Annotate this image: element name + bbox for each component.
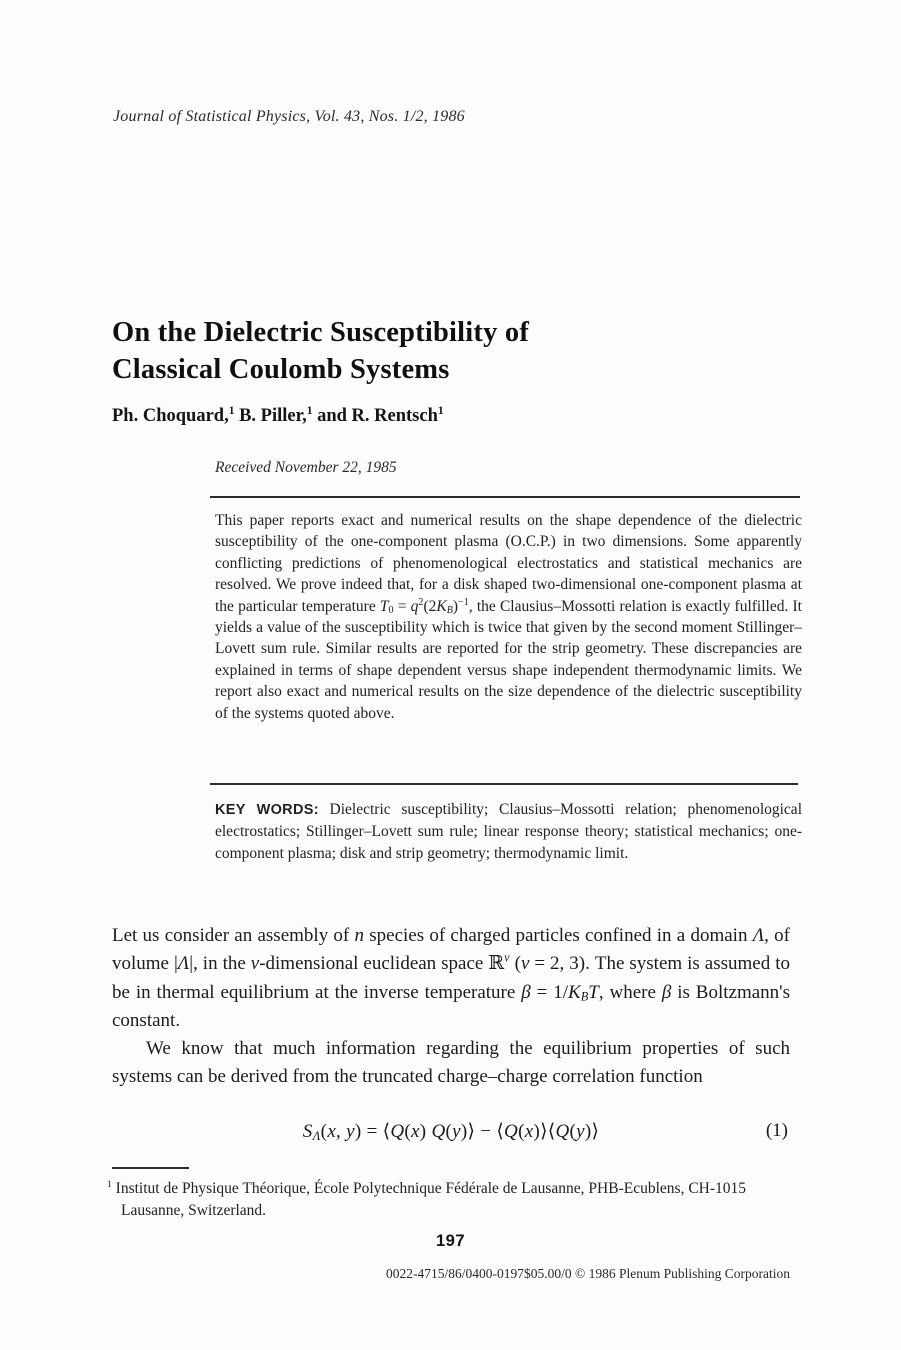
title-line-1: On the Dielectric Susceptibility of (112, 317, 530, 348)
body-paragraph-2: We know that much information regarding the equilibrium properties of such systems can be derived from the truncated charge–charge correlation function (112, 1038, 790, 1088)
abstract-text: This paper reports exact and numerical results on the shape dependence of the dielectric susceptibility of the one-component plasma (O.C.P.) in two dimensions. Some apparently conflicting predictions of phenomenological electrostatics and statistical mechanics are resolved. We prove indeed that, for a disk shaped two-dimensional one-component plasma at the particular temperature $T_0 = q^2(2K_B)^{-1}$, the Clausius–Mossotti relation is exactly fulfilled. It yields a value of the susceptibility which is twice that given by the second moment Stillinger–Lovett sum rule. Similar results are reported for the strip geometry. These discrepancies are explained in terms of shape dependent versus shape independent thermodynamic limits. We report also exact and numerical results on the size dependence of the dielectric susceptibility of the systems quoted above. (215, 512, 802, 722)
body-paragraph-1: Let us consider an assembly of n species of charged particles confined in a domain Λ, of volume |Λ|, in the ν-dimensional euclidean space ℝ$^\nu$ (ν = 2, 3). The system is assumed to be in thermal equilibrium at the inverse temperature $\beta = 1/K_BT$, where β is Boltzmann's constant. (112, 925, 790, 1031)
footnote-text: $^1$ Institut de Physique Théorique, École Polytechnique Fédérale de Lausanne, PHB-Ecublens, CH-1015 Lausanne, Switzerland. (107, 1178, 747, 1219)
journal-header: Journal of Statistical Physics, Vol. 43, Nos. 1/2, 1986 (113, 108, 465, 125)
equation-number: (1) (765, 1120, 788, 1141)
page-number: 197 (435, 1232, 466, 1250)
body-text (112, 922, 790, 1092)
title-line-2: Classical Coulomb Systems (112, 354, 450, 385)
abstract-bottom-rule (210, 783, 798, 785)
footnote-rule (112, 1167, 189, 1169)
page-title (112, 314, 732, 388)
copyright-line: 0022-4715/86/0400-0197$05.00/0 © 1986 Plenum Publishing Corporation (385, 1266, 790, 1281)
equation-formula: $S_\Lambda(x$, y) = ⟨Q(x) Q(y)⟩ − ⟨Q(x)⟩⟨Q(y)⟩ (302, 1121, 600, 1144)
received-date: Received November 22, 1985 (215, 459, 397, 476)
keywords-text: Dielectric susceptibility; Clausius–Mossotti relation; phenomenological electrostatics; Stillinger–Lovett sum rule; linear response theory; statistical mechanics; one-component plasma; disk and strip geometry; thermodynamic limit. (215, 801, 802, 862)
abstract-top-rule (210, 496, 800, 498)
keywords-label: KEY WORDS: (215, 802, 319, 818)
equation-row (112, 1120, 790, 1152)
authors-line: Ph. Choquard,$^1$ B. Piller,$^1$ and R. Rentsch$^1$ (112, 404, 444, 426)
keywords-paragraph (215, 799, 802, 864)
